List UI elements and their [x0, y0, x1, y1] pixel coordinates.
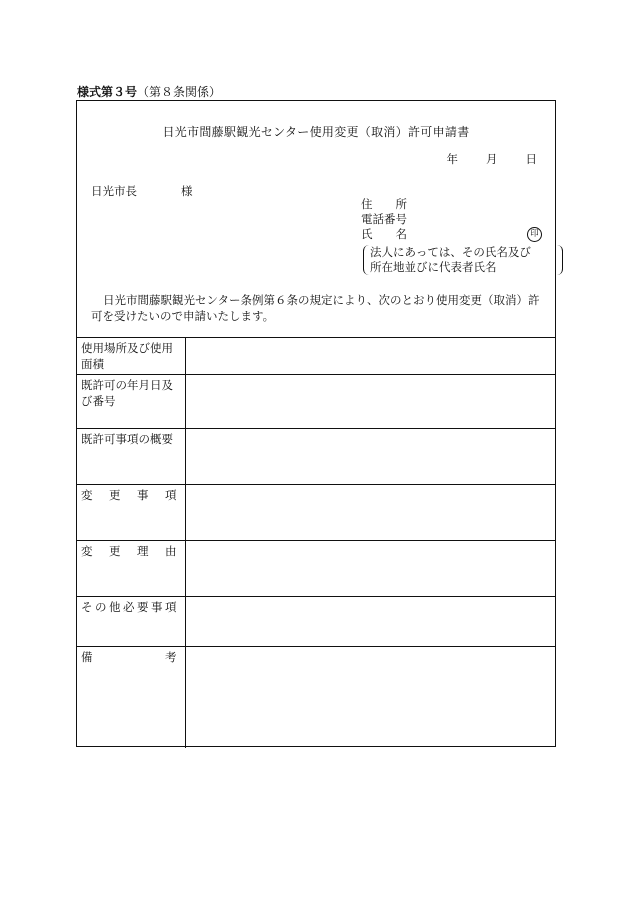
seal-mark-icon: 印	[527, 227, 542, 242]
address-label: 住 所	[361, 197, 407, 211]
name-label: 氏 名	[361, 227, 407, 241]
date-day: 日	[525, 152, 537, 166]
field-reason[interactable]	[185, 541, 555, 597]
table-row	[77, 541, 555, 597]
table-row	[77, 429, 555, 485]
application-statement: 日光市間藤駅観光センター条例第６条の規定により、次のとおり使用変更（取消）許可を受けたいので申請いたします。	[91, 293, 540, 323]
corporate-note-line1: 法人にあっては、その氏名及び	[370, 245, 531, 259]
form-title: 日光市間藤駅観光センター使用変更（取消）許可申請書	[162, 125, 470, 139]
changes-label-text: 変 更 事 項	[81, 488, 177, 502]
other-label-text: そ の 他 必 要 事 項	[81, 600, 177, 614]
row-label-reason	[77, 541, 185, 597]
row-label-usage-place: 使用場所及び使用面積	[77, 338, 185, 375]
corporate-note-line2: 所在地並びに代表者氏名	[370, 260, 497, 274]
row-label-permit-summary: 既許可事項の概要	[77, 429, 185, 485]
form-number-clause: （第８条関係）	[137, 85, 222, 99]
field-permit-summary[interactable]	[185, 429, 555, 485]
table-row	[77, 485, 555, 541]
application-form	[76, 100, 556, 747]
form-number	[77, 83, 221, 100]
addressee-honorific: 様	[181, 184, 193, 198]
application-table	[77, 337, 555, 748]
row-label-prior-permit: 既許可の年月日及び番号	[77, 375, 185, 429]
applicant-block	[361, 197, 407, 242]
phone-label: 電話番号	[361, 212, 407, 226]
remarks-label-text: 備 考	[81, 650, 177, 664]
date-month: 月	[486, 152, 498, 166]
field-other[interactable]	[185, 597, 555, 647]
field-usage-place[interactable]	[185, 338, 555, 375]
addressee-name: 日光市長	[91, 184, 137, 198]
field-prior-permit[interactable]	[185, 375, 555, 429]
row-label-changes	[77, 485, 185, 541]
reason-label-text: 変 更 理 由	[81, 544, 177, 558]
form-number-main: 様式第３号	[77, 85, 138, 99]
corporate-note	[363, 245, 563, 275]
field-remarks[interactable]	[185, 647, 555, 748]
table-row	[77, 338, 555, 375]
date-year: 年	[446, 152, 458, 166]
table-row	[77, 597, 555, 647]
date-line	[447, 151, 538, 167]
field-changes[interactable]	[185, 485, 555, 541]
addressee	[91, 183, 193, 199]
row-label-other	[77, 597, 185, 647]
table-row	[77, 375, 555, 429]
table-row	[77, 647, 555, 748]
row-label-remarks	[77, 647, 185, 748]
